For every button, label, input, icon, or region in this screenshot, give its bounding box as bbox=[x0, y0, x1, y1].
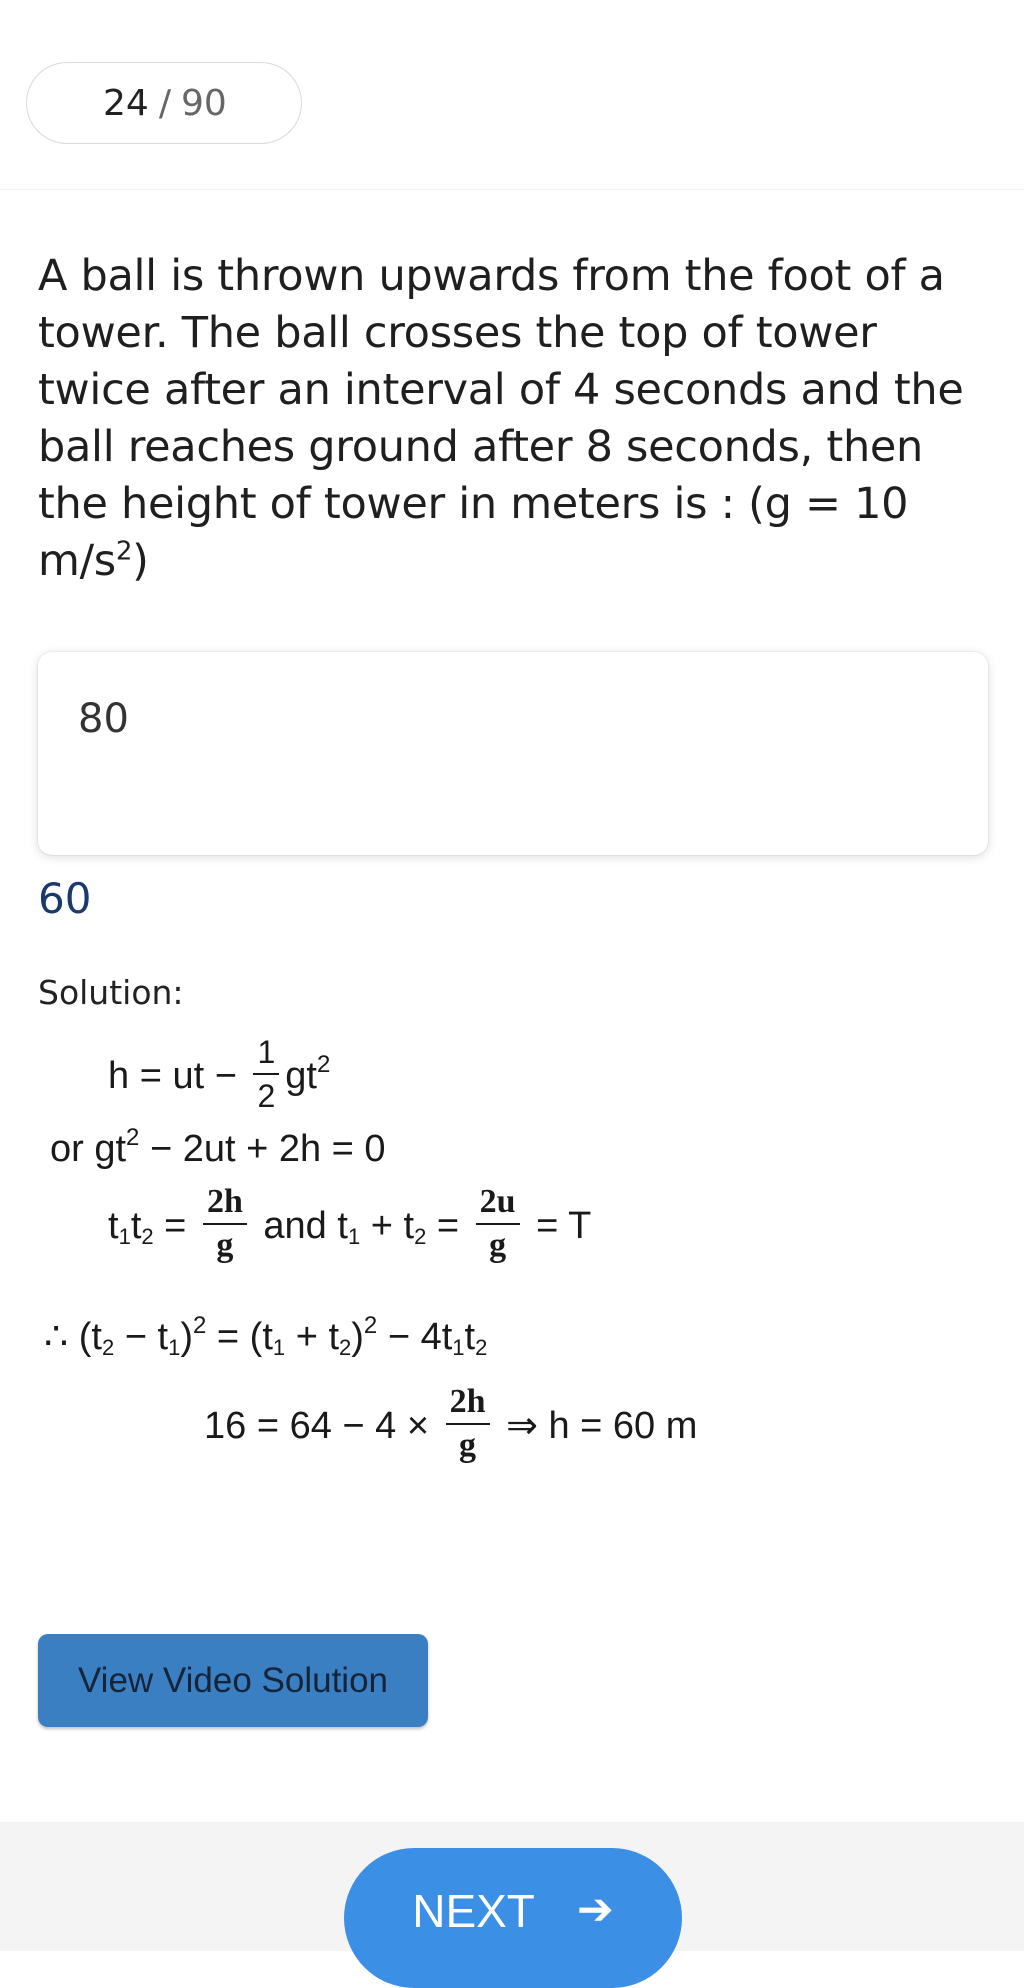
question-counter bbox=[26, 62, 302, 144]
solution-line-2: or $gt^2 - 2ut + 2h = 0$ bbox=[50, 1124, 386, 1170]
question-text: A ball is thrown upwards from the foot of a tower. The ball crosses the top of tower twice after an interval of 4 seconds and the ball reaches ground after 8 seconds, then the height of tower in meters is : (g = 10 $m/s^2$) bbox=[38, 251, 964, 586]
counter-separator: / bbox=[158, 82, 171, 124]
next-button[interactable] bbox=[344, 1848, 682, 1988]
option-card[interactable] bbox=[38, 652, 988, 855]
next-label: NEXT bbox=[412, 1885, 535, 1937]
question-exponent: 2 bbox=[115, 536, 133, 567]
fraction-2u-over-g: $\frac{2u}{g}$ bbox=[476, 1181, 520, 1267]
therefore-symbol: ∴ bbox=[44, 1316, 69, 1358]
solution-line-1: h = ut − $\frac{1}{2}$ $gt^2$ bbox=[108, 1035, 330, 1121]
view-video-solution-button[interactable]: View Video Solution bbox=[38, 1634, 428, 1727]
arrow-right-icon: ➔ bbox=[576, 1885, 614, 1934]
fraction-one-half: $\frac{1}{2}$ bbox=[253, 1031, 279, 1117]
option-text: 80 bbox=[78, 696, 129, 742]
current-question-number: 24 bbox=[103, 82, 149, 124]
solution-label: Solution: bbox=[38, 973, 184, 1012]
solution-line-3: $t_1t_2$ = $\frac{2h}{g}$ and $t_1 + t_2$ = $\frac{2u}{g}$ = T bbox=[108, 1185, 591, 1271]
solution-line-5: 16 = 64 − 4 × $\frac{2h}{g}$ ⇒ h = 60 m bbox=[204, 1385, 697, 1471]
header-divider bbox=[0, 189, 1024, 190]
solution-line-4: ∴ $(t_2 - t_1)^2 = (t_1 + t_2)^2 - 4t_1t_2$ bbox=[44, 1312, 488, 1360]
total-questions: 90 bbox=[180, 82, 227, 124]
fraction-2h-over-g: $\frac{2h}{g}$ bbox=[446, 1381, 490, 1467]
correct-answer: 60 bbox=[38, 874, 92, 923]
fraction-2h-over-g: $\frac{2h}{g}$ bbox=[203, 1181, 247, 1267]
